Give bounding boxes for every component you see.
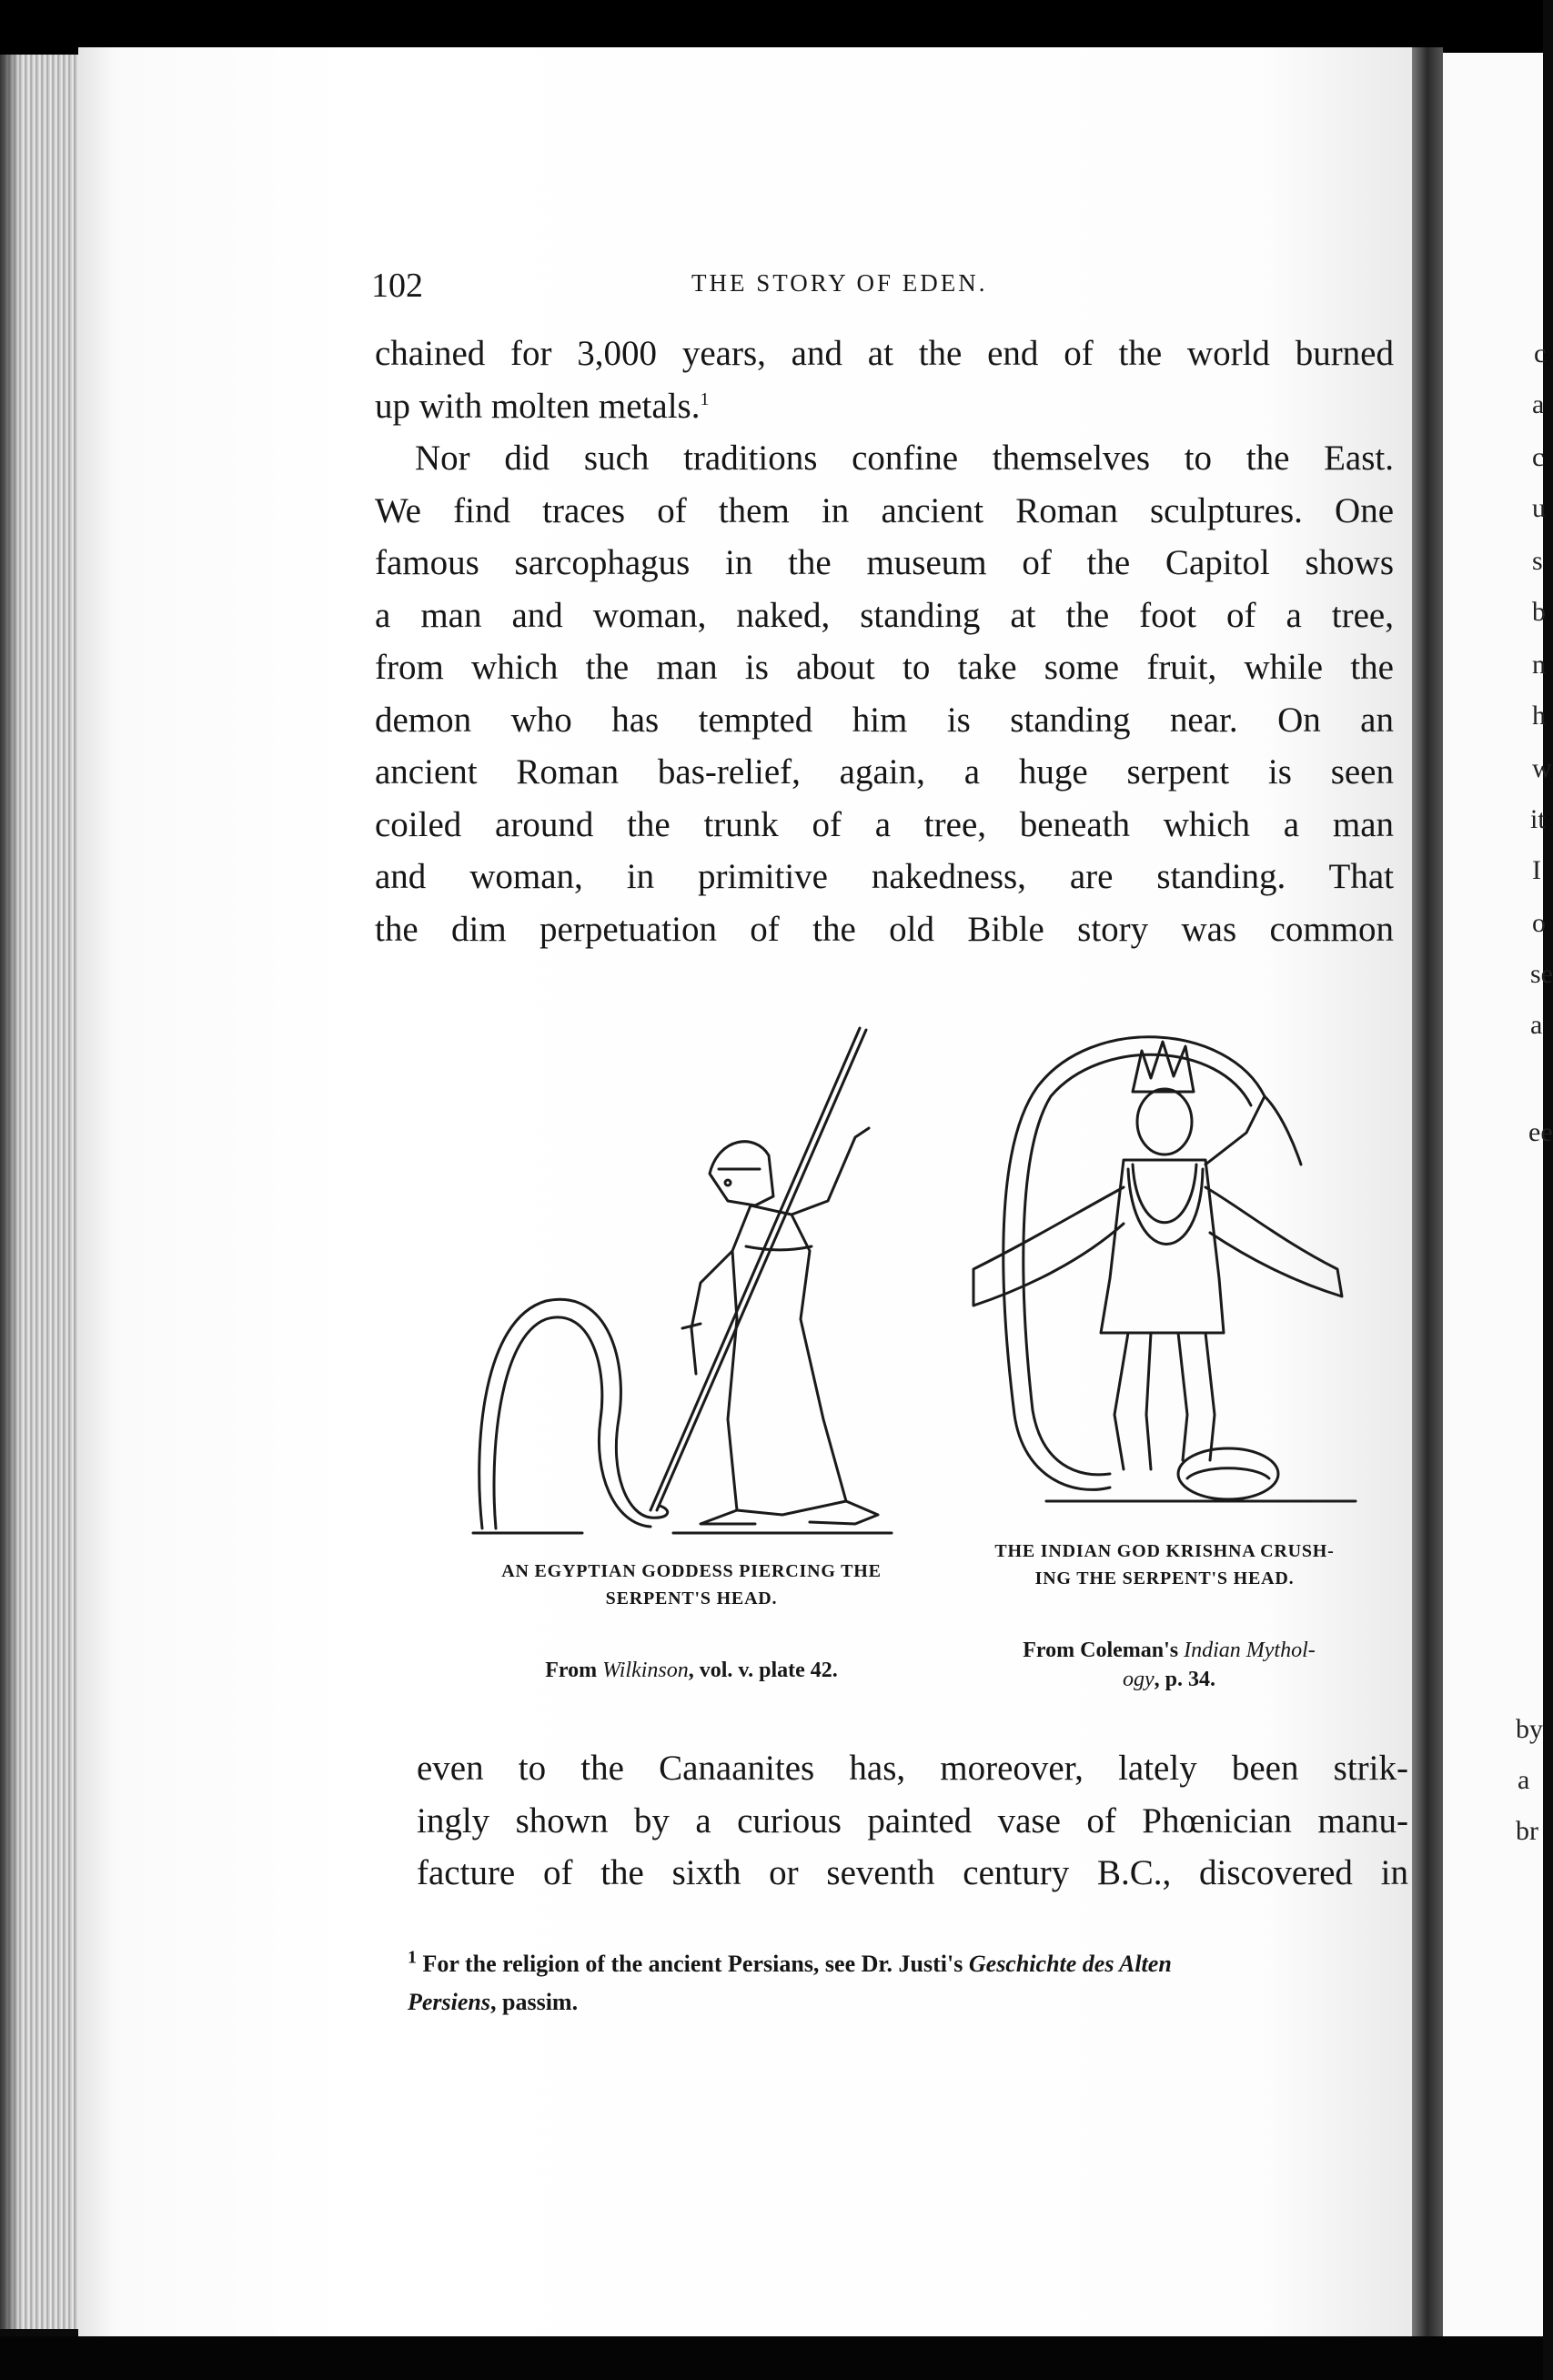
figure-caption-egyptian: [455, 1558, 928, 1612]
figure-egyptian-goddess: [455, 1019, 964, 1547]
text-line: ancient Roman bas-relief, again, a huge serpent is seen: [375, 752, 1394, 792]
text-line: the dim perpetuation of the old Bible story was common: [375, 909, 1394, 949]
adjacent-page-letter: c: [1534, 338, 1547, 368]
adjacent-page-letter: by: [1516, 1714, 1543, 1744]
adjacent-page-letter: h: [1532, 701, 1546, 731]
text-line: Nor did such traditions confine themselves to the East.: [415, 439, 1394, 478]
adjacent-page-letter: br: [1516, 1816, 1538, 1846]
text-line: facture of the sixth or seventh century B.C., discovered in: [417, 1853, 1408, 1892]
adjacent-page-letter: b: [1532, 597, 1546, 627]
adjacent-page-letter: o: [1532, 908, 1546, 938]
footnote-marker: 1: [700, 388, 710, 409]
text-line: and woman, in primitive nakedness, are standing. That: [375, 857, 1394, 896]
text-line: even to the Canaanites has, moreover, lately been strik-: [417, 1749, 1408, 1788]
text-line: from which the man is about to take some fruit, while the: [375, 648, 1394, 687]
text-line: We find traces of them in ancient Roman sculptures. One: [375, 490, 1394, 530]
credit-source: ogy: [1122, 1668, 1155, 1691]
adjacent-page-letter: a: [1532, 389, 1545, 419]
caption-line: SERPENT'S HEAD.: [605, 1588, 778, 1609]
adjacent-page-letter: a: [1518, 1765, 1530, 1795]
text-line: famous sarcophagus in the museum of the Capitol shows: [375, 543, 1394, 582]
footnote-number: 1: [408, 1947, 417, 1968]
footnote: $^1$ For the religion of the ancient Persians, see Dr. Justi's Geschichte des Alten Persiens, passim.: [408, 1947, 1172, 2015]
egyptian-goddess-illustration: [455, 1019, 964, 1547]
text-line: up with molten metals.$^1$: [375, 386, 710, 426]
running-head-title: THE STORY OF EDEN.: [691, 269, 988, 297]
body-text-bottom: [417, 1742, 1408, 1900]
adjacent-page-letter: ee: [1528, 1117, 1553, 1147]
page-number: 102: [371, 267, 423, 305]
caption-line: AN EGYPTIAN GODDESS PIERCING THE: [501, 1561, 882, 1581]
figure-credit-egyptian: From Wilkinson, vol. v. plate 42.: [545, 1659, 838, 1682]
body-text-top: [375, 328, 1394, 955]
text-line: a man and woman, naked, standing at the foot of a tree,: [375, 595, 1394, 635]
credit-source: Wilkinson: [602, 1659, 689, 1682]
figure-caption-krishna: [955, 1538, 1374, 1592]
adjacent-page-letter: n: [1532, 650, 1546, 680]
adjacent-page-letter: u: [1532, 493, 1546, 523]
text-line: ingly shown by a curious painted vase of Phœnician manu-: [417, 1800, 1408, 1840]
adjacent-page-letter: s: [1532, 546, 1543, 576]
caption-line: THE INDIAN GOD KRISHNA CRUSH-: [994, 1541, 1335, 1561]
book-gutter: [1412, 47, 1443, 2342]
text-line: coiled around the trunk of a tree, beneath which a man: [375, 804, 1394, 844]
adjacent-page-letter: a: [1530, 1010, 1543, 1040]
figure-krishna: [955, 1005, 1374, 1524]
page-edges-shadow: [0, 55, 20, 2329]
adjacent-page-letter: it: [1530, 804, 1546, 834]
scan-bottom-border: [0, 2336, 1543, 2380]
adjacent-page: [1443, 53, 1543, 2336]
krishna-illustration: [955, 1005, 1374, 1524]
adjacent-page-letter: se: [1530, 959, 1553, 989]
adjacent-page-letter: w: [1532, 753, 1552, 783]
text-line: chained for 3,000 years, and at the end of the world burned: [375, 334, 1394, 373]
figure-credit-krishna: From Coleman's Indian Mythol- ogy, p. 34.: [1023, 1639, 1316, 1691]
credit-source: Indian Mythol-: [1184, 1639, 1316, 1662]
adjacent-page-letter: c: [1532, 442, 1545, 472]
caption-line: ING THE SERPENT'S HEAD.: [1034, 1568, 1295, 1588]
text-line: demon who has tempted him is standing near. On an: [375, 700, 1394, 740]
adjacent-page-letter: I: [1532, 855, 1541, 885]
